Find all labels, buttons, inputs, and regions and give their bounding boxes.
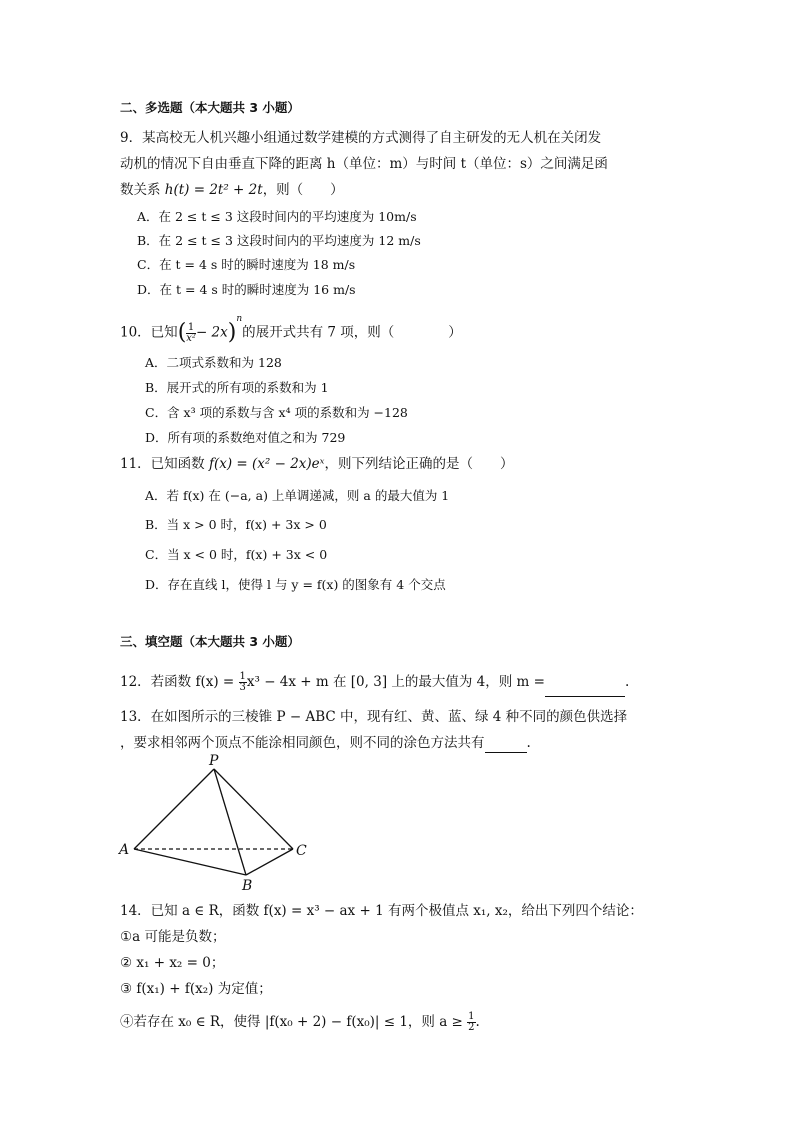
q11-option-c: C．当 x < 0 时，f(x) + 3x < 0 bbox=[145, 547, 328, 562]
q14-conclusion-3: ③ f(x₁) + f(x₂) 为定值； bbox=[120, 981, 272, 997]
q13-answer-blank bbox=[485, 734, 527, 753]
q9-line-3 bbox=[120, 181, 344, 199]
q13-line-1: 13．在如图所示的三棱锥 P − ABC 中，现有红、黄、蓝、绿 4 种不同的颜色供选择 bbox=[120, 709, 628, 725]
q10-option-d: D．所有项的系数绝对值之和为 729 bbox=[145, 430, 346, 445]
q10-exponent: n bbox=[236, 314, 243, 324]
q9-option-c: C．在 t = 4 s 时的瞬时速度为 18 m/s bbox=[137, 257, 356, 272]
q12-stem bbox=[120, 668, 629, 697]
edge-ab bbox=[134, 849, 246, 875]
q12-frac-num: 1 bbox=[239, 671, 246, 682]
section-header-multiple-choice: 二、多选题（本大题共 3 小题） bbox=[120, 100, 300, 115]
q9-line-3-suffix: ，则（ ） bbox=[262, 182, 344, 198]
q14-fraction bbox=[467, 1012, 475, 1033]
q12-body: x³ − 4x + m 在 [0, 3] 上的最大值为 4，则 m = bbox=[246, 674, 545, 690]
q12-prefix: 12．若函数 f(x) = bbox=[120, 674, 239, 690]
q10-prefix: 10．已知 bbox=[120, 324, 178, 341]
q12-end: . bbox=[624, 674, 630, 690]
q14-conclusion-4-text: ④若存在 x₀ ∈ R，使得 |f(x₀ + 2) − f(x₀)| ≤ 1，则 a ≥ bbox=[120, 1014, 468, 1030]
q11-option-d: D．存在直线 l，使得 l 与 y = f(x) 的图象有 4 个交点 bbox=[145, 577, 446, 592]
q11-stem bbox=[120, 455, 513, 473]
q11-suffix: ，则下列结论正确的是（ ） bbox=[324, 456, 514, 472]
q10-frac-num: 1 bbox=[187, 321, 195, 333]
q14-conclusion-4 bbox=[120, 1008, 480, 1036]
pyramid-figure bbox=[110, 750, 330, 895]
q9-line-3-prefix: 数关系 bbox=[120, 182, 165, 198]
q10-fraction bbox=[186, 323, 196, 344]
q9-option-d: D．在 t = 4 s 时的瞬时速度为 16 m/s bbox=[137, 282, 356, 297]
q10-option-c: C．含 x³ 项的系数与含 x⁴ 项的系数和为 −128 bbox=[145, 405, 408, 420]
vertex-label-c: C bbox=[296, 843, 307, 859]
vertex-label-b: B bbox=[242, 878, 253, 894]
q14-conclusion-4-end: . bbox=[475, 1014, 480, 1030]
q10-stem bbox=[120, 315, 462, 347]
q13-line-2-end: . bbox=[526, 735, 531, 751]
q12-fraction bbox=[239, 672, 247, 693]
q11-function: f(x) = (x² − 2x)eˣ bbox=[208, 456, 325, 472]
q9-function: h(t) = 2t² + 2t bbox=[164, 182, 263, 198]
q12-frac-den: 3 bbox=[239, 682, 246, 693]
q10-paren-open: ( bbox=[177, 320, 187, 345]
q11-option-a: A．若 f(x) 在 (−a, a) 上单调递减，则 a 的最大值为 1 bbox=[145, 488, 450, 503]
q12-answer-blank bbox=[545, 668, 625, 697]
q10-suffix: 的展开式共有 7 项，则（ ） bbox=[242, 324, 462, 341]
vertex-label-p: P bbox=[209, 753, 219, 769]
q14-frac-num: 1 bbox=[468, 1011, 475, 1022]
q11-option-b: B．当 x > 0 时，f(x) + 3x > 0 bbox=[145, 517, 327, 532]
q9-line-1: 9．某高校无人机兴趣小组通过数学建模的方式测得了自主研发的无人机在关闭发 bbox=[120, 130, 602, 146]
section-header-fill-in: 三、填空题（本大题共 3 小题） bbox=[120, 634, 300, 649]
edge-pa bbox=[134, 769, 214, 849]
q10-paren-close: ) bbox=[227, 320, 237, 345]
q10-minus-term: − 2x bbox=[195, 324, 228, 341]
q14-conclusion-2: ② x₁ + x₂ = 0； bbox=[120, 955, 225, 971]
q10-frac-den: x² bbox=[186, 332, 196, 344]
edge-bc bbox=[246, 849, 293, 875]
q9-option-a: A．在 2 ≤ t ≤ 3 这段时间内的平均速度为 10m/s bbox=[137, 209, 417, 224]
q9-option-b: B．在 2 ≤ t ≤ 3 这段时间内的平均速度为 12 m/s bbox=[137, 233, 421, 248]
q14-frac-den: 2 bbox=[468, 1022, 475, 1033]
q9-line-2: 动机的情况下自由垂直下降的距离 h（单位：m）与时间 t（单位：s）之间满足函 bbox=[120, 156, 608, 172]
q14-conclusion-1: ①a 可能是负数； bbox=[120, 929, 226, 945]
q11-prefix: 11．已知函数 bbox=[120, 456, 209, 472]
vertex-label-a: A bbox=[119, 842, 130, 858]
q13-line-2-text: ，要求相邻两个顶点不能涂相同颜色，则不同的涂色方法共有 bbox=[120, 735, 485, 751]
q10-option-b: B．展开式的所有项的系数和为 1 bbox=[145, 380, 329, 395]
q14-stem: 14．已知 a ∈ R，函数 f(x) = x³ − ax + 1 有两个极值点 x₁, x₂，给出下列四个结论： bbox=[120, 903, 643, 919]
q10-option-a: A．二项式系数和为 128 bbox=[145, 355, 282, 370]
